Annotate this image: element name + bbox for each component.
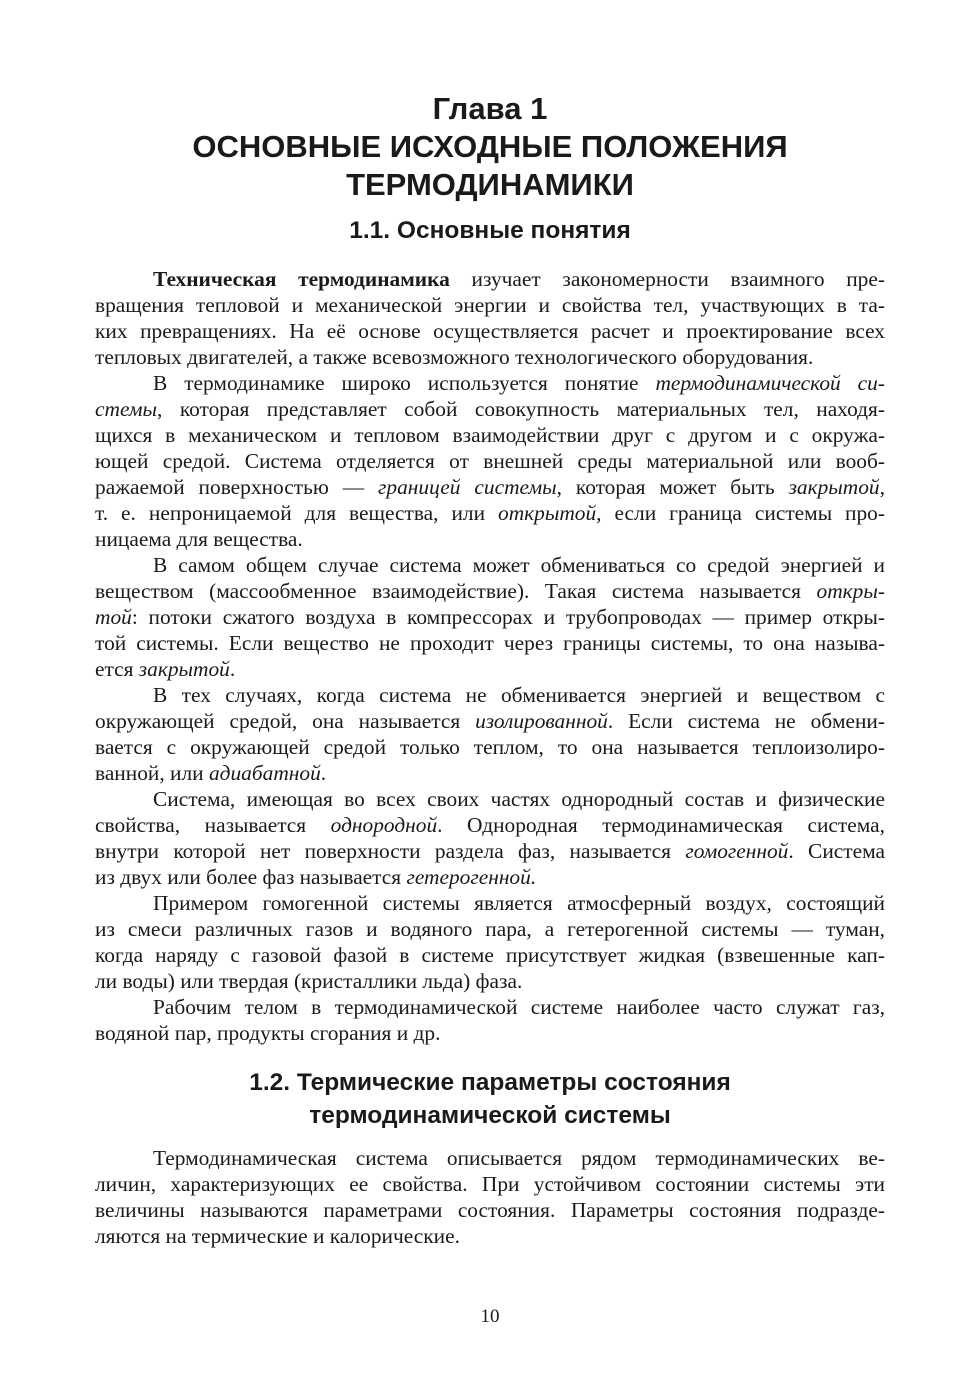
bold-term: Техническая термодинамика <box>153 267 450 291</box>
italic-term: открытой <box>498 501 597 525</box>
section-2-title-line-1: 1.2. Термические параметры состояния <box>249 1069 731 1096</box>
page-number: 10 <box>480 1306 500 1327</box>
text-run: веществом (массообменное взаимодействие). Такая система называется <box>95 579 817 603</box>
text-run: ких превращениях. На её основе осуществляется расчет и проектирование всех <box>95 319 885 343</box>
italic-term: откры- <box>816 579 885 603</box>
text-run: тепловых двигателей, а также всевозможного технологического оборудования. <box>95 345 814 369</box>
text-line <box>95 396 885 422</box>
italic-term: границей системы <box>378 475 557 499</box>
text-line <box>95 682 885 708</box>
text-line <box>95 578 885 604</box>
text-run: из смеси различных газов и водяного пара, а гетерогенной системы — туман, <box>95 917 885 941</box>
text-line <box>95 292 885 318</box>
italic-term: гетерогенной. <box>406 865 537 889</box>
text-line <box>95 656 885 682</box>
text-run: ницаема для вещества. <box>95 527 303 551</box>
text-line <box>95 526 885 552</box>
text-run: , которая может быть <box>556 475 789 499</box>
text-line <box>95 266 885 292</box>
text-line <box>95 448 885 474</box>
text-run: Термодинамическая система описывается рядом термодинамических ве- <box>153 1146 885 1170</box>
text-line <box>95 708 885 734</box>
text-line <box>95 916 885 942</box>
text-line <box>95 812 885 838</box>
text-run: ется <box>95 657 139 681</box>
text-run: Система, имеющая во всех своих частях однородный состав и физические <box>153 787 885 811</box>
italic-term: той <box>95 605 132 629</box>
section-2-heading <box>0 1066 980 1132</box>
text-run: ляются на термические и калорические. <box>95 1224 460 1248</box>
text-run: , если граница системы про- <box>596 501 885 525</box>
text-run: изучает закономерности взаимного пре- <box>449 267 885 291</box>
italic-term: закрытой <box>788 475 880 499</box>
chapter-heading <box>0 90 980 204</box>
text-run: : потоки сжатого воздуха в компрессорах и трубопроводах — пример откры- <box>131 605 885 629</box>
section-2-body <box>95 1145 885 1249</box>
italic-term: закрытой <box>138 657 230 681</box>
text-line <box>95 552 885 578</box>
text-run: когда наряду с газовой фазой в системе присутствует жидкая (взвешенные кап- <box>95 943 885 967</box>
text-run: свойства, называется <box>95 813 331 837</box>
text-run: ющей средой. Система отделяется от внешней среды материальной или вооб- <box>95 449 885 473</box>
text-line <box>95 370 885 396</box>
italic-term: изолированной <box>475 709 608 733</box>
text-line <box>95 1020 885 1046</box>
text-run: В термодинамике широко используется понятие <box>153 371 656 395</box>
text-line <box>95 838 885 864</box>
text-run: внутри которой нет поверхности раздела фаз, называется <box>95 839 686 863</box>
text-run: , которая представляет собой совокупность материальных тел, находя- <box>157 397 885 421</box>
chapter-label: Глава 1 <box>432 91 548 126</box>
text-line <box>95 500 885 526</box>
text-line <box>95 344 885 370</box>
italic-term: гомогенной <box>685 839 789 863</box>
text-run: . <box>229 657 236 681</box>
text-run: щихся в механическом и тепловом взаимодействии друг с другом и с окружа- <box>95 423 885 447</box>
text-run: вается с окружающей средой только теплом, то она называется теплоизолиро- <box>95 735 885 759</box>
text-run: В тех случаях, когда система не обменивается энергией и веществом с <box>153 683 885 707</box>
italic-term: термодинамической си- <box>655 371 885 395</box>
text-run: из двух или более фаз называется <box>95 865 407 889</box>
text-line <box>95 1145 885 1171</box>
chapter-title-line-1: ОСНОВНЫЕ ИСХОДНЫЕ ПОЛОЖЕНИЯ <box>192 129 788 164</box>
text-run: водяной пар, продукты сгорания и др. <box>95 1021 441 1045</box>
text-line <box>95 760 885 786</box>
section-1-title: 1.1. Основные понятия <box>349 217 631 244</box>
text-line <box>95 1171 885 1197</box>
italic-term: адиабатной <box>208 761 321 785</box>
section-1-body <box>95 266 885 1046</box>
chapter-title-line-2: ТЕРМОДИНАМИКИ <box>346 167 634 202</box>
text-line <box>95 864 885 890</box>
text-run: . Система <box>788 839 885 863</box>
text-run: , <box>879 475 885 499</box>
text-run: ражаемой поверхностью — <box>95 475 379 499</box>
text-run: ли воды) или твердая (кристаллики льда) фаза. <box>95 969 523 993</box>
text-line <box>95 994 885 1020</box>
text-run: т. е. непроницаемой для вещества, или <box>95 501 498 525</box>
text-line <box>95 734 885 760</box>
text-line <box>95 474 885 500</box>
text-line <box>95 630 885 656</box>
text-run: окружающей средой, она называется <box>95 709 476 733</box>
text-run: той системы. Если вещество не проходит через границы системы, то она называ- <box>95 631 885 655</box>
text-run: личин, характеризующих ее свойства. При устойчивом состоянии системы эти <box>95 1172 885 1196</box>
text-run: . <box>320 761 327 785</box>
italic-term: стемы <box>95 397 158 421</box>
text-line <box>95 890 885 916</box>
section-2-title-line-2: термодинамической системы <box>309 1102 671 1129</box>
section-1-heading <box>0 214 980 247</box>
text-line <box>95 968 885 994</box>
text-run: В самом общем случае система может обмениваться со средой энергией и <box>153 553 885 577</box>
text-line <box>95 604 885 630</box>
text-run: . Если система не обмени- <box>607 709 885 733</box>
text-line <box>95 318 885 344</box>
text-line <box>95 1197 885 1223</box>
text-run: Рабочим телом в термодинамической системе наиболее часто служат газ, <box>153 995 885 1019</box>
text-line <box>95 1223 885 1249</box>
italic-term: однородной <box>330 813 438 837</box>
text-run: вращения тепловой и механической энергии и свойства тел, участвующих в та- <box>95 293 885 317</box>
text-line <box>95 786 885 812</box>
text-run: Примером гомогенной системы является атмосферный воздух, состоящий <box>153 891 885 915</box>
text-run: ванной, или <box>95 761 209 785</box>
text-run: величины называются параметрами состояния. Параметры состояния подразде- <box>95 1198 885 1222</box>
text-line <box>95 942 885 968</box>
text-run: . Однородная термодинамическая система, <box>437 813 885 837</box>
text-line <box>95 422 885 448</box>
